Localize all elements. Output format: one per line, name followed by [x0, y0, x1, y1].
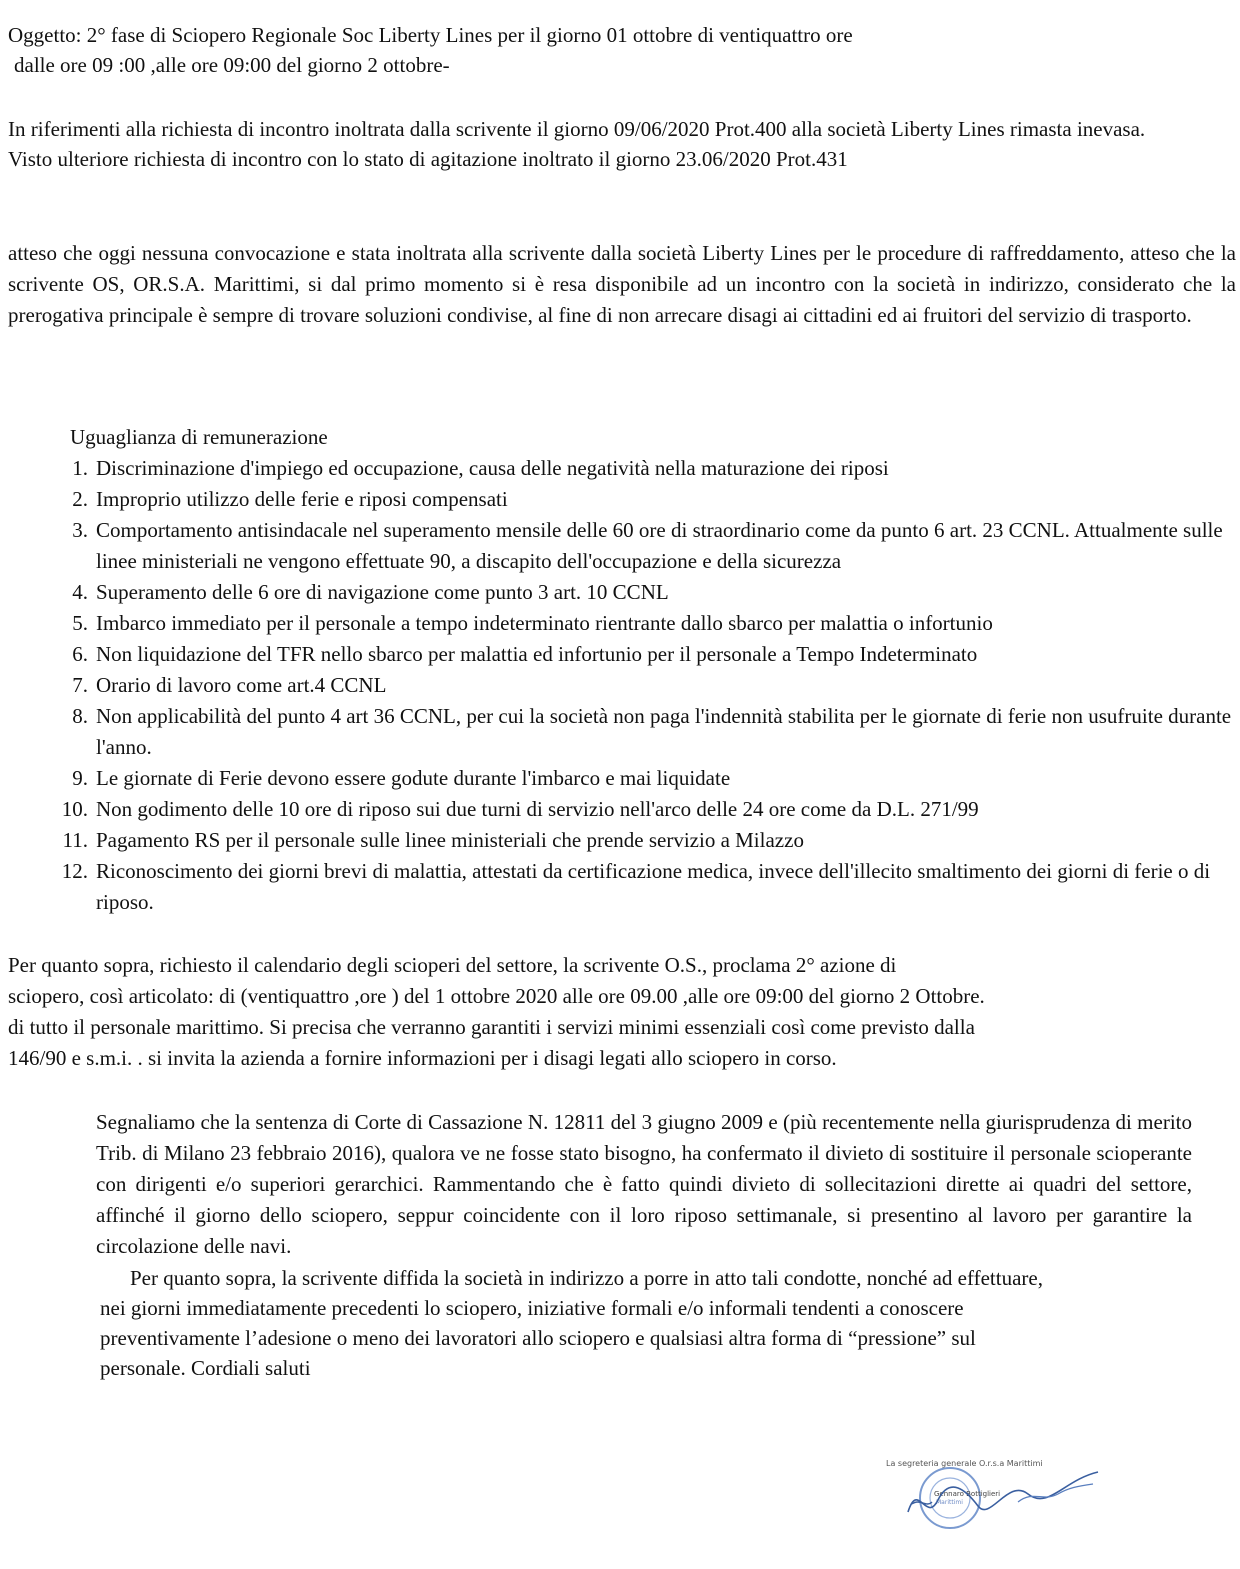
list-item	[8, 763, 1236, 794]
list-item-number: 6.	[72, 642, 88, 666]
list-item	[8, 639, 1236, 670]
list-item-text: Le giornate di Ferie devono essere godute durante l'imbarco e mai liquidate	[96, 766, 731, 790]
list-item-text: Riconoscimento dei giorni brevi di malattia, attestati da certificazione medica, invece dell'illecito smaltimento dei giorni di ferie o di riposo.	[96, 859, 1211, 914]
proclamation-line-1: Per quanto sopra, richiesto il calendario degli scioperi del settore, la scrivente O.S., proclama 2° azione di	[8, 953, 897, 977]
list-item	[8, 453, 1236, 484]
list-item-number: 4.	[72, 580, 88, 604]
list-item-number: 12.	[61, 859, 88, 883]
subject	[8, 20, 1208, 80]
grievance-list	[8, 422, 1236, 918]
list-item-number: 11.	[62, 828, 88, 852]
list-item-number: 10.	[61, 797, 88, 821]
list-item-text: Comportamento antisindacale nel superamento mensile delle 60 ore di straordinario come da punto 6 art. 23 CCNL. Attualmente sulle linee ministeriali ne vengono effettuate 90, a discapito dell'occupazione e della sicurezza	[96, 518, 1223, 573]
proclamation	[8, 950, 1208, 1074]
list-item	[8, 515, 1236, 577]
list-item-text: Discriminazione d'impiego ed occupazione, causa delle negatività nella maturazione dei riposi	[96, 456, 889, 480]
list-item-text: Imbarco immediato per il personale a tempo indeterminato rientrante dallo sbarco per malattia o infortunio	[96, 611, 993, 635]
list-item-text: Non godimento delle 10 ore di riposo sui due turni di servizio nell'arco delle 24 ore come da D.L. 271/99	[96, 797, 979, 821]
list-item-text: Superamento delle 6 ore di navigazione come punto 3 art. 10 CCNL	[96, 580, 669, 604]
list-item-number: 1.	[72, 456, 88, 480]
list-item-number: 3.	[72, 518, 88, 542]
subject-line-1: Oggetto: 2° fase di Sciopero Regionale Soc Liberty Lines per il giorno 01 ottobre di ventiquattro ore	[8, 23, 853, 47]
list-item-number: 5.	[72, 611, 88, 635]
intro-paragraph-1: In riferimenti alla richiesta di incontro inoltrata dalla scrivente il giorno 09/06/2020 Prot.400 alla società Liberty Lines rimasta inevasa.	[8, 117, 1146, 141]
warning-line-4: personale. Cordiali saluti	[100, 1356, 311, 1380]
proclamation-line-4: 146/90 e s.m.i. . si invita la azienda a fornire informazioni per i disagi legati allo sciopero in corso.	[8, 1046, 837, 1070]
grievance-items	[8, 453, 1236, 918]
list-item-number: 9.	[72, 766, 88, 790]
notice-paragraph: Segnaliamo che la sentenza di Corte di Cassazione N. 12811 del 3 giugno 2009 e (più recentemente nella giurisprudenza di merito Trib. di Milano 23 febbraio 2016), qualora ve ne fosse stato bisogno, ha confermato il divieto di sostituire il personale scioperante con dirigenti e/o superiori gerarchici. Rammentando che è fatto quindi divieto di sollecitazioni dirette ai quadri del settore, affinché il giorno dello sciopero, seppur coincidente con il loro riposo settimanale, si presentino al lavoro per garantire la circolazione delle navi.	[96, 1110, 1192, 1258]
considerations-paragraph: atteso che oggi nessuna convocazione e stata inoltrata alla scrivente dalla società Liberty Lines per le procedure di raffreddamento, atteso che la scrivente OS, OR.S.A. Marittimi, si dal primo momento si è resa disponibile ad un incontro con la società in indirizzo, considerato che la prerogativa principale è sempre di trovare soluzioni condivise, al fine di non arrecare disagi ai cittadini ed ai fruitori del servizio di trasporto.	[8, 241, 1236, 327]
list-item	[8, 484, 1236, 515]
list-item-text: Improprio utilizzo delle ferie e riposi compensati	[96, 487, 508, 511]
signature-stamp	[868, 1450, 1128, 1530]
signature-stamp-graphic	[868, 1450, 1128, 1530]
list-item	[8, 577, 1236, 608]
list-item	[8, 608, 1236, 639]
list-item	[8, 794, 1236, 825]
stamp-inner-ring	[930, 1478, 970, 1518]
warning-line-2: nei giorni immediatamente precedenti lo sciopero, iniziative formali e/o informali tendenti a conoscere	[100, 1296, 964, 1320]
list-item-number: 8.	[72, 704, 88, 728]
intro	[8, 114, 1236, 174]
list-item-text: Pagamento RS per il personale sulle linee ministeriali che prende servizio a Milazzo	[96, 828, 804, 852]
proclamation-line-2: sciopero, così articolato: di (ventiquattro ,ore ) del 1 ottobre 2020 alle ore 09.00 ,alle ore 09:00 del giorno 2 Ottobre.	[8, 984, 985, 1008]
list-item	[8, 670, 1236, 701]
warning-line-3: preventivamente l’adesione o meno dei lavoratori allo sciopero e qualsiasi altra forma di “pressione” sul	[100, 1326, 976, 1350]
stamp-text: Marittimi	[936, 1499, 963, 1506]
warning-paragraph	[100, 1263, 1220, 1383]
subject-line-2: dalle ore 09 :00 ,alle ore 09:00 del giorno 2 ottobre-	[14, 53, 450, 77]
list-item	[8, 825, 1236, 856]
list-heading: Uguaglianza di remunerazione	[70, 425, 328, 449]
list-item-text: Non applicabilità del punto 4 art 36 CCNL, per cui la società non paga l'indennità stabilita per le giornate di ferie non usufruite durante l'anno.	[96, 704, 1232, 759]
list-item-text: Non liquidazione del TFR nello sbarco per malattia ed infortunio per il personale a Tempo Indeterminato	[96, 642, 978, 666]
list-item-text: Orario di lavoro come art.4 CCNL	[96, 673, 387, 697]
list-item	[8, 856, 1236, 918]
list-item-number: 2.	[72, 487, 88, 511]
intro-paragraph-2: Visto ulteriore richiesta di incontro con lo stato di agitazione inoltrato il giorno 23.06/2020 Prot.431	[8, 147, 848, 171]
signature-label: La segreteria generale O.r.s.a Marittimi	[886, 1459, 1043, 1468]
signature-name: Gennaro Bottiglieri	[934, 1490, 1001, 1498]
list-item	[8, 701, 1236, 763]
proclamation-line-3: di tutto il personale marittimo. Si precisa che verranno garantiti i servizi minimi essenziali così come previsto dalla	[8, 1015, 975, 1039]
list-item-number: 7.	[72, 673, 88, 697]
warning-line-1: Per quanto sopra, la scrivente diffida la società in indirizzo a porre in atto tali condotte, nonché ad effettuare,	[130, 1266, 1043, 1290]
